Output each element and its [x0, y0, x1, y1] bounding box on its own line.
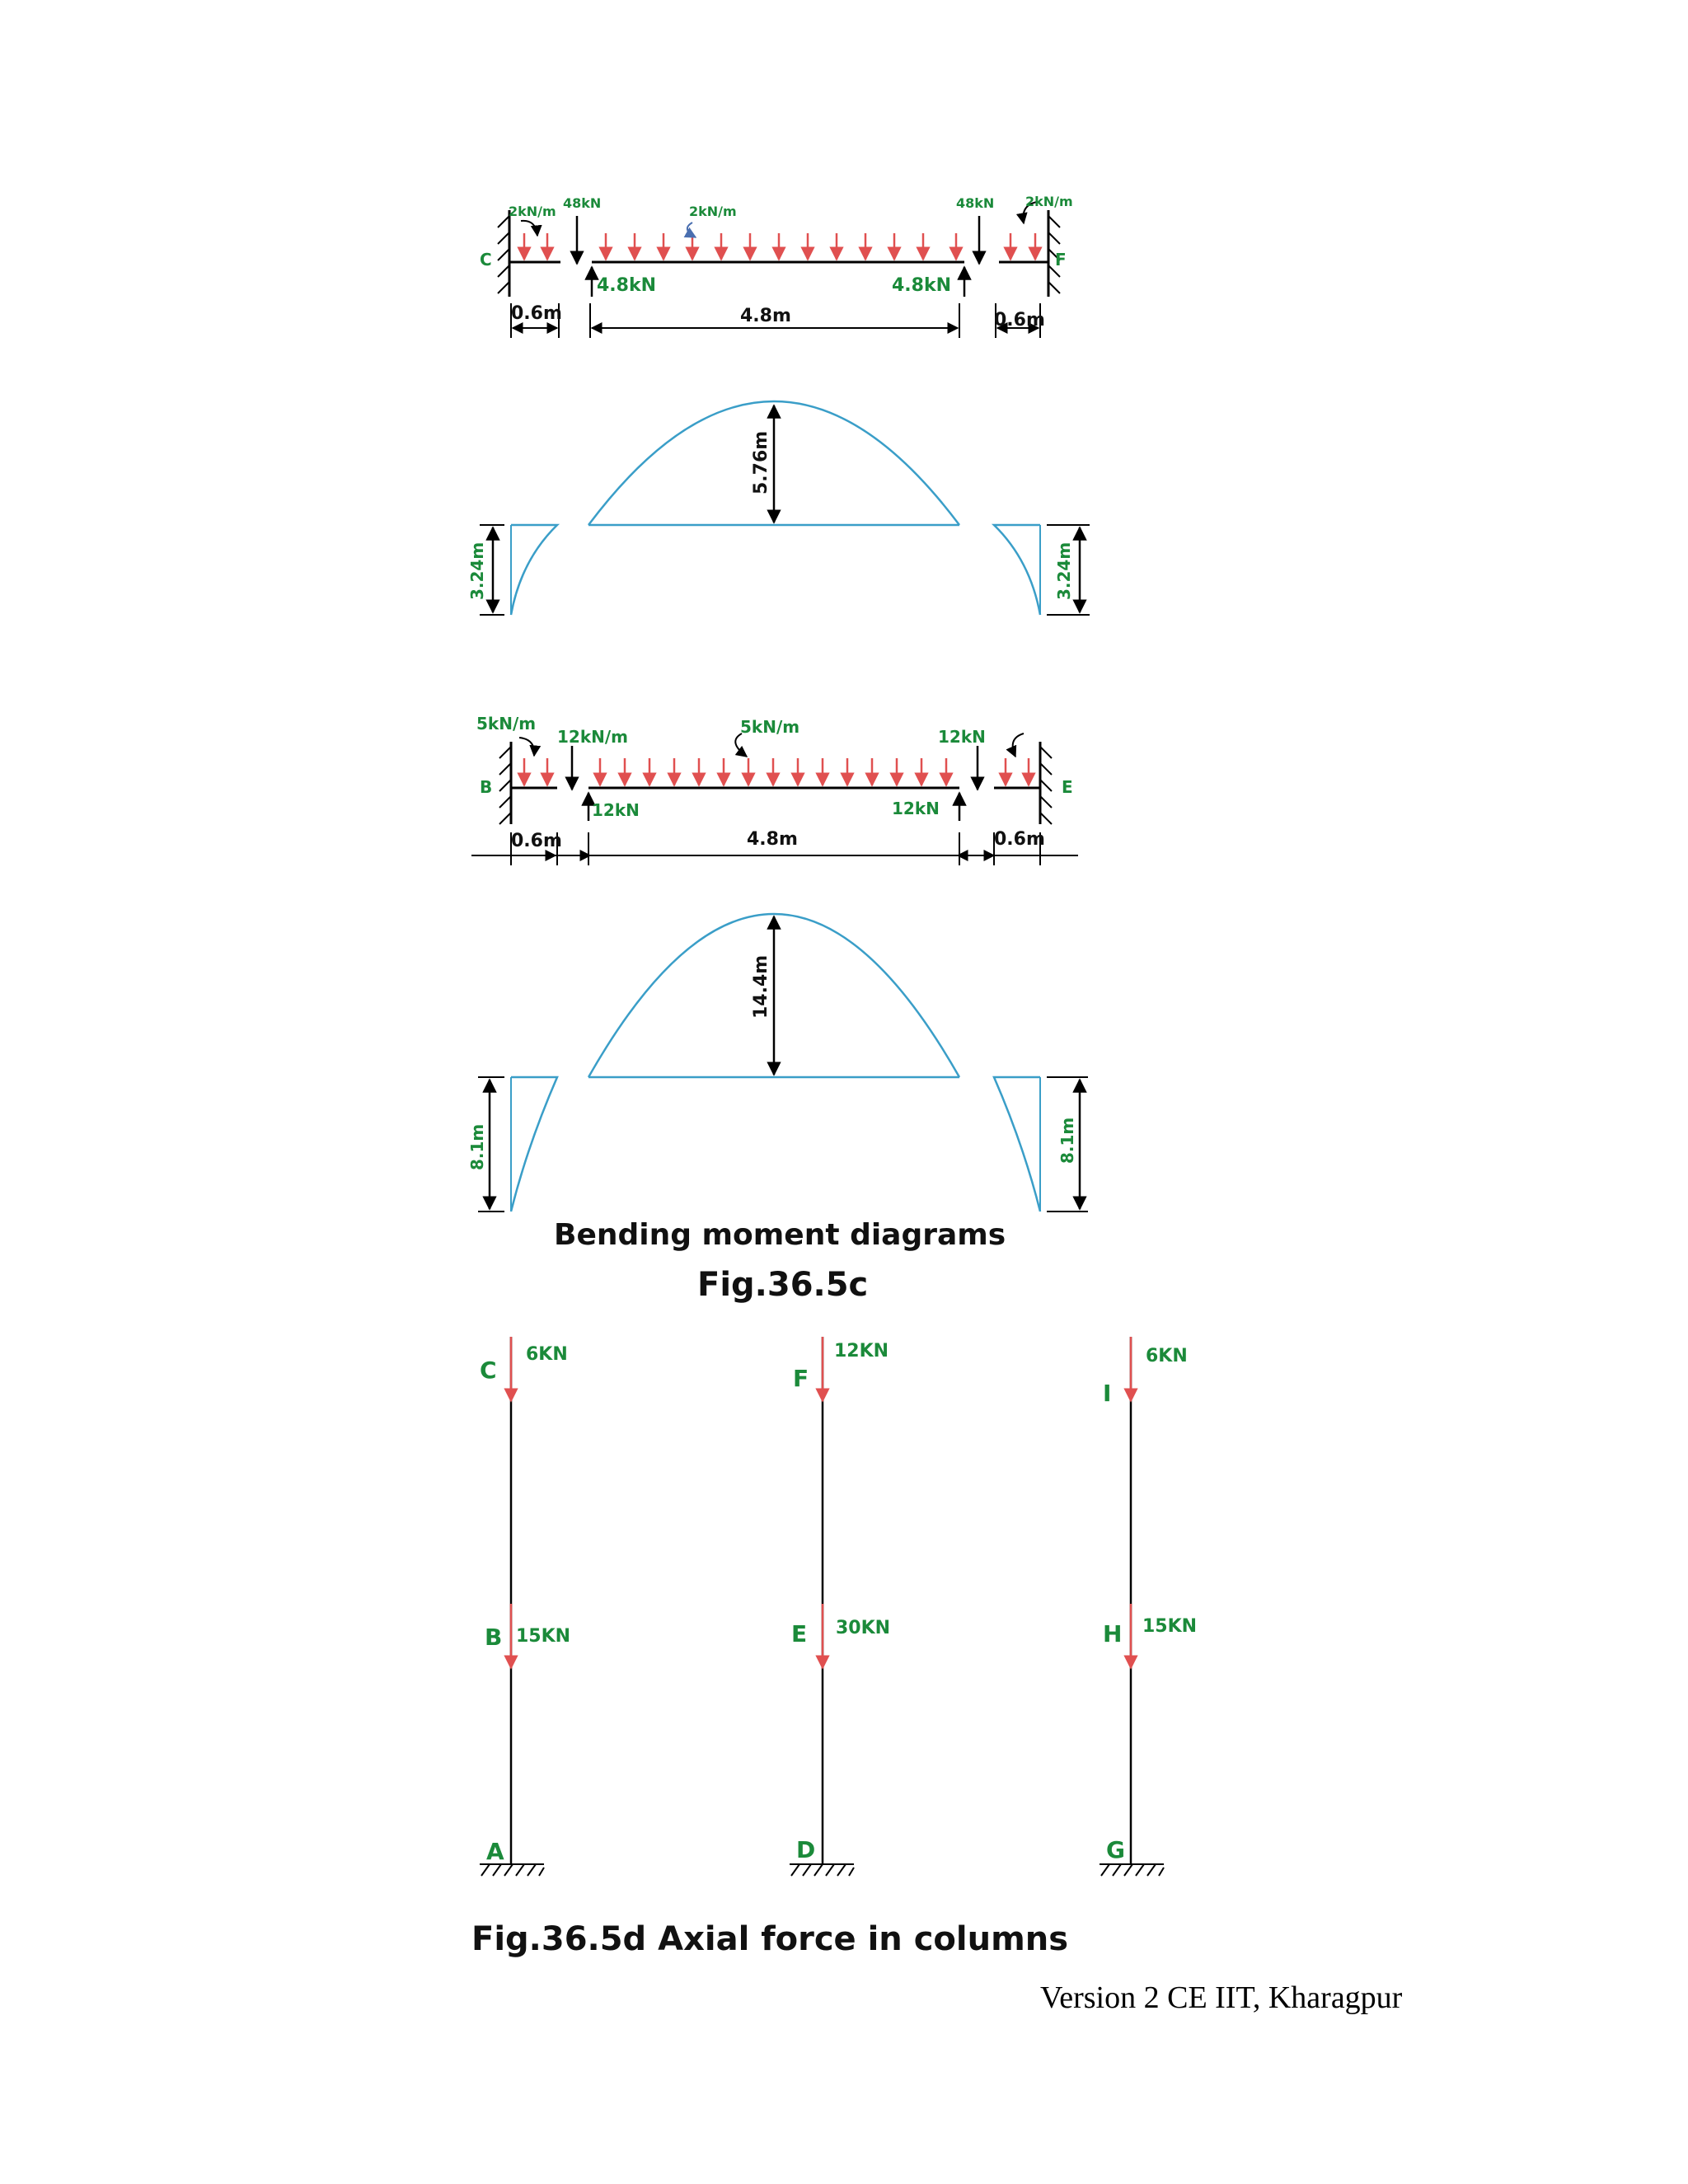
dim-left-label-2: 0.6m: [511, 831, 562, 851]
fixed-support-e: [1040, 742, 1052, 824]
load-right-label-1: 48kN: [956, 195, 995, 211]
support-label-e: E: [1062, 777, 1073, 797]
column-3-top-label: I: [1103, 1380, 1112, 1407]
reaction-label-right-2: 12kN: [892, 799, 940, 818]
moment-curl-right-2: [1013, 733, 1024, 757]
udl-mid-label-2: 5kN/m: [740, 717, 800, 737]
column-1: [480, 1337, 570, 1876]
udl-right-label-1: 2kN/m: [1025, 194, 1073, 209]
column-2-mid-force: 30KN: [836, 1618, 891, 1638]
reaction-label-right-1: 4.8kN: [892, 275, 952, 296]
support-label-b: B: [480, 777, 493, 797]
load-right-label-2: 12kN: [938, 727, 986, 747]
moment-curl-left-2: [519, 738, 534, 756]
dim-left-label-1: 0.6m: [511, 303, 562, 324]
load-left-label-2: 12kN/m: [557, 727, 629, 747]
column-3-mid-force: 15KN: [1142, 1616, 1198, 1637]
column-3-top-force: 6KN: [1146, 1346, 1188, 1366]
fig-36-5c-caption: Fig.36.5c: [697, 1266, 869, 1304]
column-2-top-label: F: [793, 1365, 809, 1392]
dim-right-label-1: 0.6m: [994, 310, 1045, 330]
udl-mid-label-1: 2kN/m: [689, 204, 737, 219]
reaction-label-left-1: 4.8kN: [597, 275, 657, 296]
column-2-base-label: D: [796, 1836, 816, 1863]
bmd-2-right-hog: [994, 1077, 1040, 1212]
column-3-base-label: G: [1106, 1836, 1125, 1863]
bmd-1-left-hog: [511, 525, 557, 615]
column-2-fixed-base: [790, 1864, 854, 1876]
udl-arrows-1: [524, 233, 1035, 260]
bmd-2-left-label: 8.1m: [467, 1123, 487, 1170]
udl-left-label-1: 2kN/m: [509, 204, 556, 219]
column-3: [1100, 1337, 1197, 1876]
reaction-label-left-2: 12kN: [592, 800, 640, 820]
column-1-base-label: A: [486, 1838, 504, 1865]
fixed-support-b: [499, 742, 511, 824]
support-label-c: C: [480, 250, 492, 269]
column-3-mid-label: H: [1103, 1620, 1123, 1647]
dim-right-label-2: 0.6m: [994, 829, 1045, 850]
support-label-f: F: [1055, 250, 1067, 269]
column-2-mid-label: E: [791, 1620, 808, 1647]
udl-left-label-2: 5kN/m: [476, 714, 537, 733]
dim-mid-label-1: 4.8m: [740, 306, 791, 326]
bmd-2-peak-label: 14.4m: [751, 954, 771, 1019]
column-1-mid-force: 15KN: [516, 1626, 571, 1647]
dim-mid-label-2: 4.8m: [747, 829, 798, 850]
column-1-top-force: 6KN: [526, 1344, 568, 1365]
bmd-2-right-label: 8.1m: [1057, 1117, 1077, 1164]
column-2-top-force: 12KN: [834, 1341, 889, 1361]
load-left-label-1: 48kN: [563, 195, 602, 211]
bmd-2-left-hog: [511, 1077, 557, 1212]
page-footer: Version 2 CE IIT, Kharagpur: [1040, 1980, 1403, 2015]
column-2: [790, 1337, 890, 1876]
moment-curl-mid-2: [735, 733, 747, 757]
bmd-1-peak-label: 5.76m: [751, 430, 771, 494]
bmd-caption: Bending moment diagrams: [554, 1218, 1006, 1252]
moment-curl-mid-1: [687, 223, 696, 237]
beam-2: [471, 714, 1078, 865]
bmd-1-right-label: 3.24m: [1054, 541, 1074, 600]
fig-36-5d-caption: Fig.36.5d Axial force in columns: [471, 1920, 1069, 1958]
udl-arrows-2: [524, 758, 1029, 785]
fixed-support-c: [498, 210, 509, 297]
bmd-2: [467, 914, 1088, 1212]
column-3-fixed-base: [1100, 1864, 1164, 1876]
bmd-1: [467, 401, 1090, 615]
column-1-fixed-base: [480, 1864, 544, 1876]
column-1-mid-label: B: [485, 1624, 503, 1651]
bmd-1-left-label: 3.24m: [467, 541, 487, 600]
column-1-top-label: C: [480, 1357, 497, 1384]
beam-1: [480, 194, 1073, 338]
bmd-1-right-hog: [994, 525, 1040, 615]
